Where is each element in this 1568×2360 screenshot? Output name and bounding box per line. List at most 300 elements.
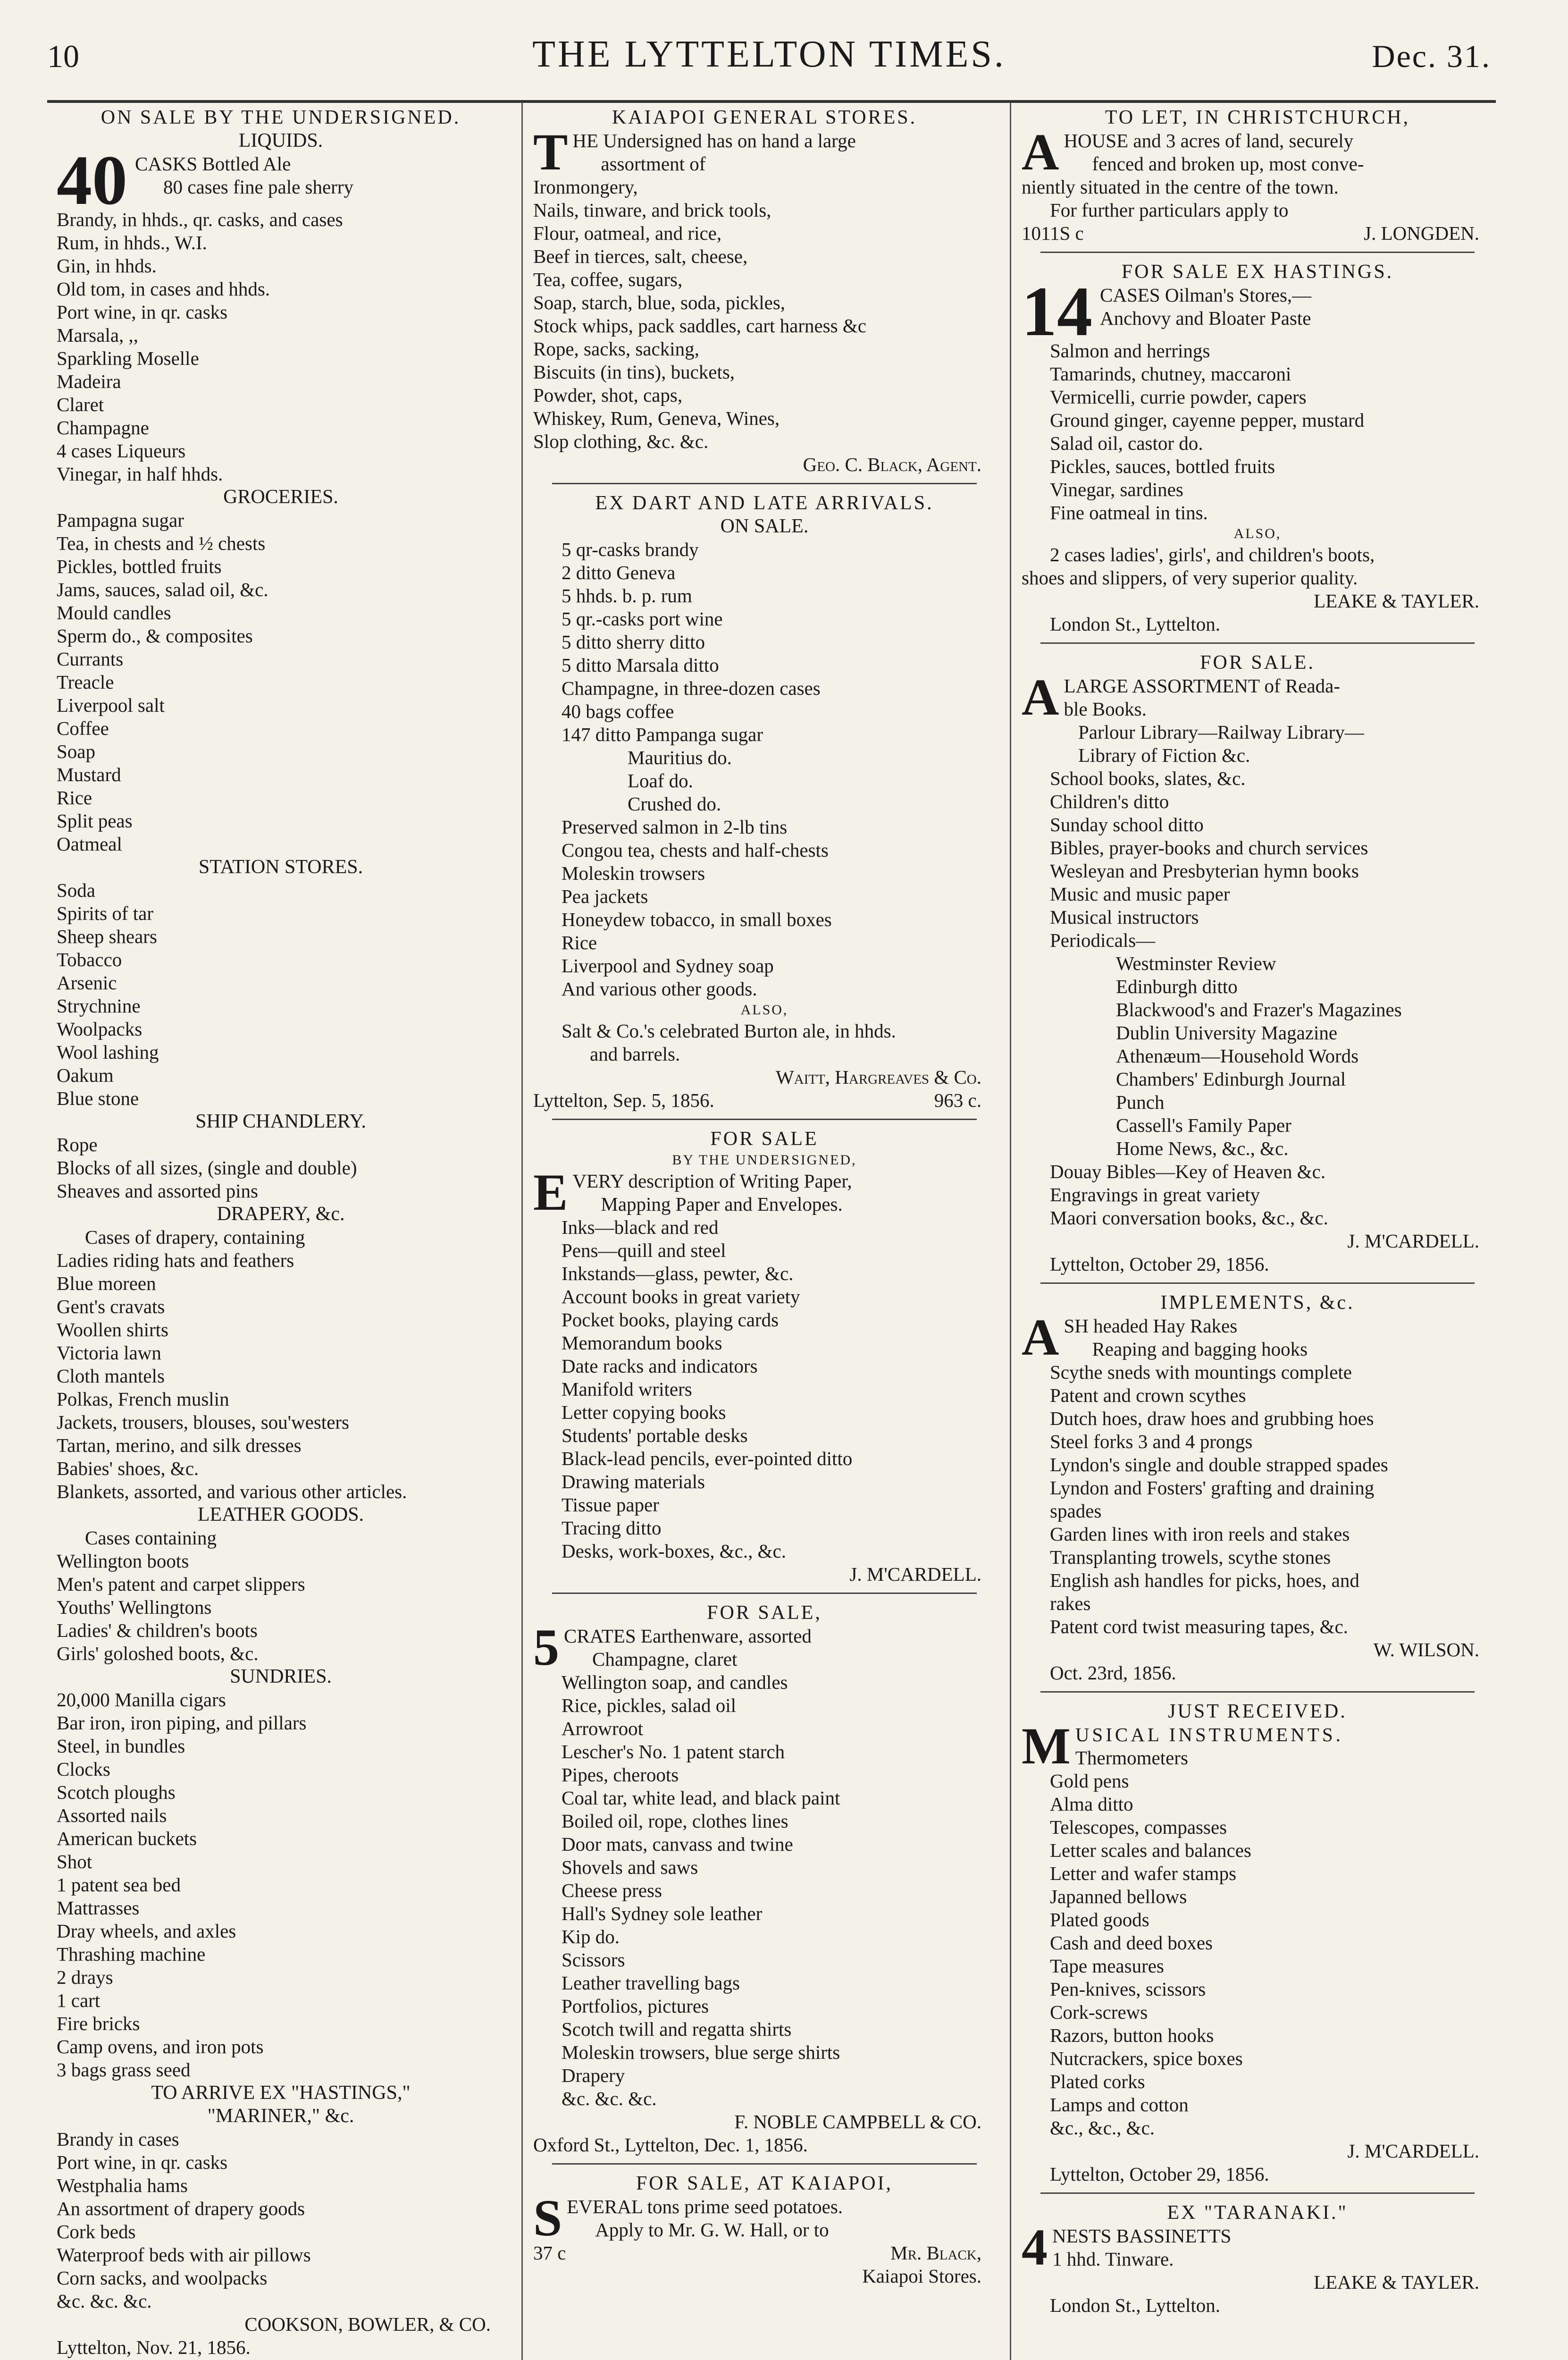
list-item: Mauritius do. xyxy=(628,747,732,768)
list-item: Woolpacks xyxy=(57,1018,143,1040)
list-item: Soap, starch, blue, soda, pickles, xyxy=(533,292,786,313)
ad-musical-instruments xyxy=(1022,1700,1493,2186)
list-item: Biscuits (in tins), buckets, xyxy=(533,361,735,383)
item-list xyxy=(57,509,505,856)
list-item: Scotch twill and regatta shirts xyxy=(562,2018,792,2040)
item-list xyxy=(1022,767,1493,952)
ad-waitt-hargreaves xyxy=(533,492,996,1112)
list-item: Lamps and cotton xyxy=(1050,2094,1189,2116)
list-item: Moleskin trowsers, blue serge shirts xyxy=(562,2041,840,2063)
list-item: Jams, sauces, salad oil, &c. xyxy=(57,579,268,600)
item-line: Parlour Library—Railway Library— xyxy=(1078,721,1364,743)
list-item: Pea jackets xyxy=(562,885,648,907)
list-item: Gold pens xyxy=(1050,1770,1129,1792)
list-item: Tissue paper xyxy=(562,1494,659,1516)
list-item: Whiskey, Rum, Geneva, Wines, xyxy=(533,407,780,429)
list-item: Madeira xyxy=(57,371,121,392)
list-item: Corn sacks, and woolpacks xyxy=(57,2267,268,2289)
column-1 xyxy=(57,106,505,2360)
list-item: Lyndon and Fosters' grafting and draining xyxy=(1050,1477,1375,1499)
issue-date: Dec. 31. xyxy=(1372,38,1491,74)
list-item: Bar iron, iron piping, and pillars xyxy=(57,1712,307,1734)
list-item: Victoria lawn xyxy=(57,1342,161,1364)
list-item: Strychnine xyxy=(57,995,141,1017)
ad-reference: 963 c. xyxy=(934,1089,981,1111)
list-item: Music and music paper xyxy=(1050,883,1230,905)
list-item: Salad oil, castor do. xyxy=(1050,432,1203,454)
list-item: Rope, sacks, sacking, xyxy=(533,338,699,360)
list-item: Lescher's No. 1 patent starch xyxy=(562,1741,785,1762)
list-item: 3 bags grass seed xyxy=(57,2059,191,2081)
list-item: Children's ditto xyxy=(1050,791,1169,812)
ad-divider xyxy=(1040,2192,1475,2194)
item-list xyxy=(533,1671,996,2110)
list-item: 5 ditto sherry ditto xyxy=(562,631,705,653)
list-item: Pickles, sauces, bottled fruits xyxy=(1050,455,1275,477)
ad-noble-campbell xyxy=(533,1601,996,2157)
list-item: Account books in great variety xyxy=(562,1286,800,1307)
ad-ex-hastings xyxy=(1022,261,1493,636)
contact-place: Kaiapoi Stores. xyxy=(862,2265,981,2287)
list-item: Waterproof beds with air pillows xyxy=(57,2244,311,2266)
list-item: Champagne xyxy=(57,417,149,438)
item-list xyxy=(57,1249,505,1503)
column-rule xyxy=(1010,103,1011,2360)
list-item: Vinegar, in half hhds. xyxy=(57,463,223,485)
lead-paragraph xyxy=(533,1618,996,1676)
list-item: Mattrasses xyxy=(57,1897,140,1919)
lead-line: Apply to Mr. G. W. Hall, or to xyxy=(595,2219,829,2241)
list-item: Babies' shoes, &c. xyxy=(57,1458,199,1479)
list-item: Sunday school ditto xyxy=(1050,814,1204,835)
list-item: Beef in tierces, salt, cheese, xyxy=(533,245,748,267)
item-list xyxy=(57,2128,505,2313)
section-heading: ON SALE. xyxy=(720,515,809,537)
list-item: School books, slates, &c. xyxy=(1050,767,1246,789)
section-heading: LIQUIDS. xyxy=(238,130,323,152)
list-item: Bibles, prayer-books and church services xyxy=(1050,837,1368,859)
advertiser-signature: Waitt, Hargreaves & Co. xyxy=(775,1066,981,1088)
ad-implements xyxy=(1022,1291,1493,1685)
lead-line: Champagne, claret xyxy=(592,1648,738,1670)
list-item: 2 ditto Geneva xyxy=(562,562,676,583)
drop-cap: E xyxy=(533,1163,568,1221)
list-item: Men's patent and carpet slippers xyxy=(57,1573,305,1595)
list-item: Tea, coffee, sugars, xyxy=(533,269,683,290)
section-heading: DRAPERY, &c. xyxy=(217,1203,345,1225)
list-item: Coal tar, white lead, and black paint xyxy=(562,1787,840,1809)
list-item: Memorandum books xyxy=(562,1332,722,1354)
list-item: Honeydew tobacco, in small boxes xyxy=(562,909,832,930)
item-list xyxy=(1022,339,1493,524)
lead-paragraph xyxy=(533,123,996,181)
drop-cap: A xyxy=(1022,1308,1059,1366)
list-item: Alma ditto xyxy=(1050,1793,1133,1815)
advertiser-signature: J. M'CARDELL. xyxy=(1347,1230,1479,1252)
lead-paragraph xyxy=(1022,668,1493,726)
place-date: London St., Lyttelton. xyxy=(1050,2294,1221,2316)
item-line: Salt & Co.'s celebrated Burton ale, in hhds. xyxy=(562,1020,896,1042)
lead-line: Anchovy and Bloater Paste xyxy=(1100,307,1311,329)
list-item: 5 qr-casks brandy xyxy=(562,539,699,560)
ad-divider xyxy=(552,483,977,484)
list-item: Nutcrackers, spice boxes xyxy=(1050,2048,1243,2069)
item-list xyxy=(1022,1160,1493,1230)
list-item: Tape measures xyxy=(1050,1955,1164,1977)
ad-divider xyxy=(552,1593,977,1594)
section-heading: SUNDRIES. xyxy=(230,1666,332,1687)
list-item: Blue stone xyxy=(57,1087,139,1109)
list-item: Claret xyxy=(57,394,104,415)
ad-heading: FOR SALE, AT KAIAPOI, xyxy=(636,2173,893,2194)
list-item: Port wine, in qr. casks xyxy=(57,2151,228,2173)
list-item: Brandy in cases xyxy=(57,2128,179,2150)
ad-subheading: BY THE UNDERSIGNED, xyxy=(672,1152,857,1168)
advertiser-signature: J. M'CARDELL. xyxy=(1347,2140,1479,2162)
item-list xyxy=(1022,1361,1493,1638)
list-item: Wesleyan and Presbyterian hymn books xyxy=(1050,860,1359,882)
list-item: Salmon and herrings xyxy=(1050,340,1210,362)
place-date: Oct. 23rd, 1856. xyxy=(1050,1662,1176,1684)
list-item: Lyndon's single and double strapped spades xyxy=(1050,1454,1388,1475)
list-item: English ash handles for picks, hoes, and xyxy=(1050,1569,1359,1591)
list-item: Desks, work-boxes, &c., &c. xyxy=(562,1540,786,1562)
list-item: Mustard xyxy=(57,764,121,785)
ad-heading: FOR SALE. xyxy=(1200,652,1315,674)
list-item: Letter copying books xyxy=(562,1401,726,1423)
list-item: Clocks xyxy=(57,1758,110,1780)
list-item: Wool lashing xyxy=(57,1041,159,1063)
lead-line: ble Books. xyxy=(1064,698,1147,720)
list-item: Punch xyxy=(1116,1091,1165,1113)
list-item: Date racks and indicators xyxy=(562,1355,758,1377)
newspaper-title: THE LYTTELTON TIMES. xyxy=(532,34,1006,75)
list-item: Rum, in hhds., W.I. xyxy=(57,232,207,253)
list-item: Powder, shot, caps, xyxy=(533,384,683,406)
list-item: Dublin University Magazine xyxy=(1116,1022,1338,1044)
list-item: Ground ginger, cayenne pepper, mustard xyxy=(1050,409,1365,431)
list-item: Ironmongery, xyxy=(533,176,638,198)
list-item: Vinegar, sardines xyxy=(1050,479,1183,500)
list-item: Rope xyxy=(57,1134,98,1155)
list-item: Scissors xyxy=(562,1949,625,1971)
list-item: Marsala, ,, xyxy=(57,324,139,346)
list-item: Ladies riding hats and feathers xyxy=(57,1249,294,1271)
list-item: Engravings in great variety xyxy=(1050,1184,1260,1205)
list-item: Drapery xyxy=(562,2065,625,2086)
list-item: Coffee xyxy=(57,717,109,739)
list-item: Pocket books, playing cards xyxy=(562,1309,779,1331)
advertiser-signature: F. NOBLE CAMPBELL & CO. xyxy=(734,2111,981,2132)
list-item: Cassell's Family Paper xyxy=(1116,1114,1291,1136)
list-item: Scythe sneds with mountings complete xyxy=(1050,1361,1352,1383)
lead-paragraph xyxy=(533,1163,996,1221)
list-item: Crushed do. xyxy=(628,793,721,815)
ad-writing-paper xyxy=(533,1128,996,1586)
list-item: 5 qr.-casks port wine xyxy=(562,608,723,630)
list-item: And various other goods. xyxy=(562,978,757,1000)
list-item: Inkstands—glass, pewter, &c. xyxy=(562,1263,794,1284)
list-item: Patent and crown scythes xyxy=(1050,1384,1246,1406)
place-date: Lyttelton, October 29, 1856. xyxy=(1050,1253,1269,1275)
list-intro: Cases of drapery, containing xyxy=(85,1226,305,1248)
drop-numeral: 14 xyxy=(1022,272,1092,351)
list-item: Pipes, cheroots xyxy=(562,1764,679,1786)
item-line: and barrels. xyxy=(590,1043,680,1065)
list-item: Pens—quill and steel xyxy=(562,1239,726,1261)
drop-cap: S xyxy=(533,2189,562,2247)
lead-line: NESTS BASSINETTS xyxy=(1052,2225,1232,2247)
list-item: Letter scales and balances xyxy=(1050,1839,1251,1861)
list-item: Champagne, in three-dozen cases xyxy=(562,677,821,699)
drop-cap: A xyxy=(1022,123,1059,181)
list-item: Blackwood's and Frazer's Magazines xyxy=(1116,999,1402,1020)
list-item: Students' portable desks xyxy=(562,1424,748,1446)
list-item: Spirits of tar xyxy=(57,902,153,924)
also-label: ALSO, xyxy=(1233,526,1282,541)
column-2 xyxy=(533,106,996,2294)
drop-cap: M xyxy=(1022,1717,1071,1775)
list-item: Shot xyxy=(57,1851,92,1872)
ad-heading: TO LET, IN CHRISTCHURCH, xyxy=(1105,107,1410,128)
list-item: Cash and deed boxes xyxy=(1050,1932,1213,1954)
list-item: Scotch ploughs xyxy=(57,1781,176,1803)
contact-name: Mr. Black, xyxy=(890,2242,981,2264)
list-item: Flour, oatmeal, and rice, xyxy=(533,222,722,244)
section-heading: SHIP CHANDLERY. xyxy=(195,1111,366,1132)
place-date: Lyttelton, October 29, 1856. xyxy=(1050,2163,1269,2185)
ad-divider xyxy=(1040,1691,1475,1693)
list-item: Sperm do., & composites xyxy=(57,625,253,647)
list-item: Currants xyxy=(57,648,124,670)
ad-kaiapoi-general-stores xyxy=(533,106,996,476)
ad-heading: EX "TARANAKI." xyxy=(1167,2202,1348,2224)
list-item: Japanned bellows xyxy=(1050,1886,1187,1907)
column-rule xyxy=(521,103,523,2360)
item-list xyxy=(1022,1770,1493,2140)
place-date: Lyttelton, Sep. 5, 1856. xyxy=(533,1089,714,1111)
list-item: Fine oatmeal in tins. xyxy=(1050,502,1208,523)
ad-heading: ON SALE BY THE UNDERSIGNED. xyxy=(101,107,461,128)
ad-heading: FOR SALE xyxy=(710,1128,819,1150)
ad-divider xyxy=(552,2163,977,2165)
list-item: An assortment of drapery goods xyxy=(57,2198,305,2219)
list-item: Blue moreen xyxy=(57,1273,156,1294)
lead-line: Mapping Paper and Envelopes. xyxy=(601,1193,843,1215)
page-number: 10 xyxy=(47,38,79,74)
item-list xyxy=(57,208,505,486)
list-item: Boiled oil, rope, clothes lines xyxy=(562,1810,788,1832)
list-item: 2 drays xyxy=(57,1966,113,1988)
list-item: spades xyxy=(1050,1500,1102,1522)
list-item: Westphalia hams xyxy=(57,2175,188,2196)
lead-line: CASKS Bottled Ale xyxy=(135,153,291,175)
lead-line: VERY description of Writing Paper, xyxy=(572,1170,852,1192)
ad-divider xyxy=(1040,252,1475,253)
list-item: Vermicelli, currie powder, capers xyxy=(1050,386,1307,408)
list-item: Moleskin trowsers xyxy=(562,862,705,884)
list-item: 20,000 Manilla cigars xyxy=(57,1689,226,1711)
list-item: Steel, in bundles xyxy=(57,1735,185,1757)
ad-reference: 1011S c xyxy=(1022,222,1084,244)
list-item: Old tom, in cases and hhds. xyxy=(57,278,270,300)
masthead-rule xyxy=(47,100,1496,103)
list-item: Leather travelling bags xyxy=(562,1972,740,1994)
list-item: Thrashing machine xyxy=(57,1943,206,1965)
list-item: Door mats, canvass and twine xyxy=(562,1833,793,1855)
list-item: Pen-knives, scissors xyxy=(1050,1978,1206,2000)
lead-line: USICAL INSTRUMENTS. xyxy=(1075,1724,1343,1745)
section-heading: TO ARRIVE EX "HASTINGS," xyxy=(151,2082,411,2104)
lead-line: HOUSE and 3 acres of land, securely xyxy=(1064,130,1354,152)
list-item: Preserved salmon in 2-lb tins xyxy=(562,816,788,838)
item-list xyxy=(57,1133,505,1203)
list-item: Woollen shirts xyxy=(57,1319,168,1340)
advertiser-signature: J. LONGDEN. xyxy=(1364,222,1479,244)
list-item: Steel forks 3 and 4 prongs xyxy=(1050,1431,1253,1452)
list-item: Inks—black and red xyxy=(562,1216,719,1238)
signature-row xyxy=(1022,222,1493,245)
list-item: Oakum xyxy=(57,1064,114,1086)
item-list xyxy=(533,746,996,816)
ad-heading: KAIAPOI GENERAL STORES. xyxy=(612,107,917,128)
also-label: ALSO, xyxy=(740,1002,788,1018)
list-item: Nails, tinware, and brick tools, xyxy=(533,199,771,221)
list-item: Plated goods xyxy=(1050,1909,1149,1930)
list-item: Congou tea, chests and half-chests xyxy=(562,839,829,861)
list-item: Patent cord twist measuring tapes, &c. xyxy=(1050,1616,1348,1637)
list-item: Portfolios, pictures xyxy=(562,1995,709,2017)
list-item: Camp ovens, and iron pots xyxy=(57,2036,264,2057)
list-item: Liverpool and Sydney soap xyxy=(562,955,774,977)
list-item: Liverpool salt xyxy=(57,694,165,716)
list-item: Tracing ditto xyxy=(562,1517,662,1539)
list-item: Ladies' & children's boots xyxy=(57,1619,258,1641)
section-heading: STATION STORES. xyxy=(198,856,363,878)
item-list xyxy=(57,1550,505,1665)
ad-seed-potatoes xyxy=(533,2172,996,2288)
list-item: Hall's Sydney sole leather xyxy=(562,1903,763,1924)
masthead xyxy=(47,33,1491,85)
list-intro: Cases containing xyxy=(85,1527,217,1549)
list-item: Transplanting trowels, scythe stones xyxy=(1050,1546,1331,1568)
lead-paragraph xyxy=(1022,1717,1493,1775)
list-item: Arrowroot xyxy=(562,1718,644,1739)
ad-heading: FOR SALE EX HASTINGS. xyxy=(1121,261,1394,283)
ad-to-let xyxy=(1022,106,1493,245)
lead-paragraph xyxy=(533,2189,996,2247)
list-item: Drawing materials xyxy=(562,1471,705,1492)
list-item: Manifold writers xyxy=(562,1378,692,1400)
contact-row xyxy=(533,2242,996,2265)
list-item: Loaf do. xyxy=(628,770,693,792)
list-item: Split peas xyxy=(57,810,133,832)
list-item: Tobacco xyxy=(57,949,122,970)
list-item: Wellington soap, and candles xyxy=(562,1671,788,1693)
list-item: Athenæum—Household Words xyxy=(1116,1045,1359,1067)
list-item: Sheaves and assorted pins xyxy=(57,1180,258,1202)
drop-numeral: 4 xyxy=(1022,2218,1048,2276)
list-item: Rice, pickles, salad oil xyxy=(562,1694,737,1716)
column-3 xyxy=(1022,106,1493,2324)
list-item: Tartan, merino, and silk dresses xyxy=(57,1434,302,1456)
body-line: For further particulars apply to xyxy=(1050,199,1289,221)
ad-ex-taranaki xyxy=(1022,2201,1493,2317)
advertiser-signature: LEAKE & TAYLER. xyxy=(1314,590,1479,612)
list-item: Dray wheels, and axles xyxy=(57,1920,236,1942)
list-item: Westminster Review xyxy=(1116,952,1276,974)
item-list xyxy=(57,879,505,1110)
place-date: Lyttelton, Nov. 21, 1856. xyxy=(57,2336,251,2358)
list-item: Home News, &c., &c. xyxy=(1116,1138,1289,1159)
place-date-row xyxy=(533,1089,996,1112)
list-item: Treacle xyxy=(57,671,114,693)
section-heading: "MARINER," &c. xyxy=(207,2105,354,2127)
lead-line: SH headed Hay Rakes xyxy=(1064,1315,1238,1337)
list-item: 5 hhds. b. p. rum xyxy=(562,585,692,607)
lead-line: CRATES Earthenware, assorted xyxy=(564,1625,812,1647)
ad-heading: IMPLEMENTS, &c. xyxy=(1160,1292,1355,1314)
list-item: Douay Bibles—Key of Heaven &c. xyxy=(1050,1161,1326,1182)
lead-paragraph xyxy=(1022,1308,1493,1366)
list-item: Stock whips, pack saddles, cart harness &c xyxy=(533,315,866,337)
item-list xyxy=(57,1688,505,2082)
lead-line: Reaping and bagging hooks xyxy=(1092,1338,1308,1360)
list-item: Musical instructors xyxy=(1050,906,1199,928)
list-item: Assorted nails xyxy=(57,1804,167,1826)
lead-line: CASES Oilman's Stores,— xyxy=(1100,284,1312,306)
item-list xyxy=(533,538,996,746)
list-item: Rice xyxy=(57,787,92,809)
lead-paragraph xyxy=(1022,2218,1493,2276)
list-item: Rice xyxy=(562,932,597,953)
lead-line: assortment of xyxy=(601,153,706,175)
list-item: Sparkling Moselle xyxy=(57,347,199,369)
list-item: rakes xyxy=(1050,1593,1091,1614)
advertiser-signature: J. M'CARDELL. xyxy=(849,1563,981,1585)
list-item: Girls' goloshed boots, &c. xyxy=(57,1643,259,1664)
list-item: Tea, in chests and ½ chests xyxy=(57,532,266,554)
list-item: Wellington boots xyxy=(57,1550,189,1572)
list-item: Letter and wafer stamps xyxy=(1050,1863,1237,1884)
list-item: Jackets, trousers, blouses, sou'westers xyxy=(57,1411,350,1433)
body-line: niently situated in the centre of the town. xyxy=(1022,176,1339,198)
list-item: Blocks of all sizes, (single and double) xyxy=(57,1157,357,1179)
item-list xyxy=(533,816,996,1001)
list-item: Gin, in hhds. xyxy=(57,255,157,277)
list-item: &c., &c., &c. xyxy=(1050,2117,1155,2139)
drop-cap: T xyxy=(533,123,568,181)
lead-line: LARGE ASSORTMENT of Reada- xyxy=(1064,675,1341,697)
list-item: Garden lines with iron reels and stakes xyxy=(1050,1523,1350,1545)
item-list xyxy=(533,1216,996,1563)
lead-line: Thermometers xyxy=(1075,1747,1188,1769)
lead-line: fenced and broken up, most conve- xyxy=(1092,153,1364,175)
item-list xyxy=(1022,952,1493,1160)
list-item: Periodicals— xyxy=(1050,929,1156,951)
list-item: &c. &c. &c. xyxy=(57,2290,152,2312)
ad-heading: EX DART AND LATE ARRIVALS. xyxy=(595,492,934,514)
list-item: Youths' Wellingtons xyxy=(57,1596,212,1618)
lead-line: 1 hhd. Tinware. xyxy=(1052,2248,1174,2270)
list-item: Plated corks xyxy=(1050,2071,1145,2092)
list-item: Shovels and saws xyxy=(562,1856,698,1878)
list-item: Razors, button hooks xyxy=(1050,2024,1214,2046)
list-item: Chambers' Edinburgh Journal xyxy=(1116,1068,1346,1090)
advertiser-signature: Geo. C. Black, Agent. xyxy=(803,454,981,475)
list-item: Slop clothing, &c. &c. xyxy=(533,430,709,452)
list-item: Gent's cravats xyxy=(57,1296,165,1317)
